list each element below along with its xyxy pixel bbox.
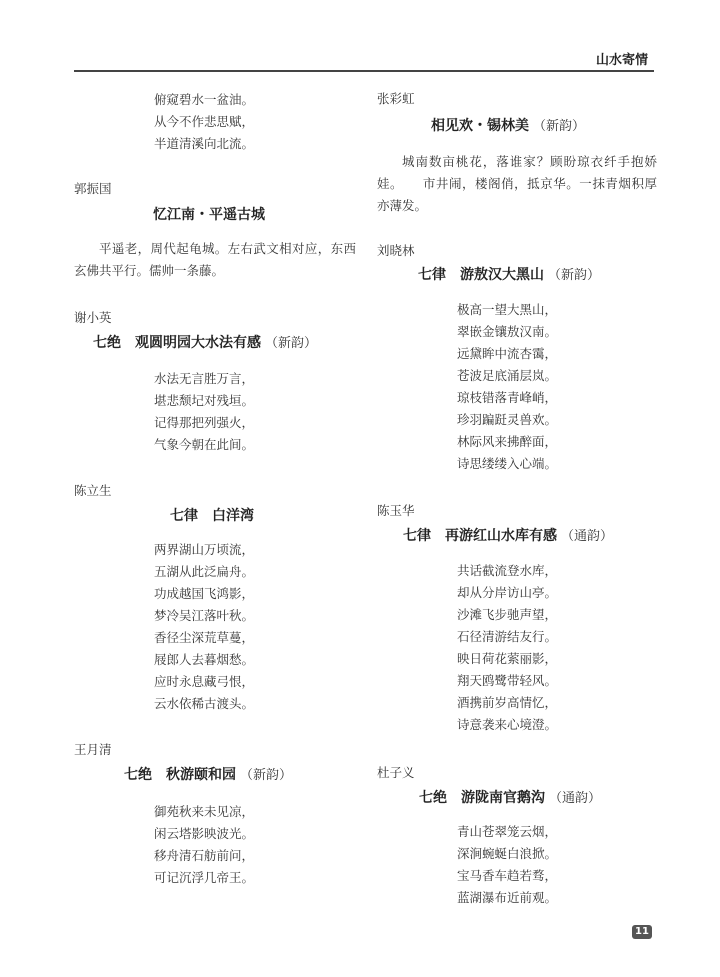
poem-line: 两界湖山万顷流， (154, 542, 255, 557)
poem-title (431, 116, 585, 137)
poem-title (418, 265, 600, 286)
poem-title (170, 506, 254, 526)
poem-rhyme: （新韵） (548, 268, 601, 283)
section-title: 山水寄情 (596, 53, 649, 68)
poem-author: 陈立生 (74, 483, 112, 498)
poem-author: 杜子义 (377, 765, 415, 780)
poem-du-ziyi (377, 764, 659, 905)
poem-author: 刘晓林 (377, 243, 415, 258)
poem-author: 陈玉华 (377, 503, 415, 518)
poem-line: 诗意袭来心境澄。 (457, 717, 558, 732)
poem-prose: 平遥老，周代起龟城。左右武文相对应，东西玄佛共平行。儒帅一条藤。 (74, 241, 356, 278)
poem-line: 应时永息藏弓恨， (154, 674, 255, 689)
poem-lines (154, 801, 254, 889)
poem-line: 梦冷吴江落叶秋。 (154, 608, 255, 623)
poem-title-text: 七绝 观圆明园大水法有感 (93, 335, 261, 351)
poem-line: 深涧蜿蜒白浪掀。 (457, 846, 558, 861)
poem-line: 水法无言胜万言， (154, 371, 255, 386)
poem-rhyme: （通韵） (561, 529, 614, 544)
poem-line: 青山苍翠笼云烟， (457, 824, 558, 839)
poem-title-text: 七律 游敖汉大黑山 (418, 267, 544, 283)
poem-zhang-caihong (377, 90, 659, 213)
poem-line: 诗思缕缕入心端。 (457, 456, 558, 471)
poem-line: 香径尘深荒草蔓， (154, 630, 255, 645)
poem-title (93, 333, 317, 354)
poem-line: 蓝湖瀑布近前观。 (457, 890, 558, 905)
poem-rhyme: （通韵） (549, 791, 602, 806)
poem-title-text: 七律 白洋湾 (170, 508, 254, 524)
poem-rhyme: （新韵） (265, 336, 318, 351)
poem-line: 俯窥碧水一盆油。 (154, 92, 255, 107)
poem-rhyme: （新韵） (240, 768, 293, 783)
poem-chen-yuhua (377, 502, 659, 732)
poem-title (419, 788, 601, 809)
poem-line: 闲云塔影映波光。 (154, 826, 255, 841)
poem-line: 气象今朝在此间。 (154, 437, 255, 452)
poem-line: 石径清游结友行。 (457, 629, 558, 644)
poem-line: 珍羽蹁跹灵兽欢。 (457, 412, 558, 427)
poem-line: 琼枝错落青峰峭， (457, 390, 558, 405)
poem-chen-lisheng (74, 482, 358, 711)
poem-line: 苍波足底涌层岚。 (457, 368, 558, 383)
poem-line: 记得那把列强火， (154, 415, 255, 430)
poem-liu-xiaolin (377, 242, 659, 471)
poem-title-text: 忆江南・平遥古城 (153, 207, 265, 223)
poem-lines (457, 821, 557, 909)
poem-author: 谢小英 (74, 310, 112, 325)
poem-line: 功成越国飞鸿影， (154, 586, 255, 601)
poem-xie-xiaoying (74, 309, 358, 452)
poem-line: 翠嵌金镶敖汉南。 (457, 324, 558, 339)
poem-author: 王月清 (74, 742, 112, 757)
poem-lines (457, 560, 557, 736)
poem-line: 云水依稀古渡头。 (154, 696, 255, 711)
poem-line: 从今不作悲思赋， (154, 114, 255, 129)
poem-line: 远黛眸中流杏霭， (457, 346, 558, 361)
poem-rhyme: （新韵） (533, 119, 586, 134)
poem-title (124, 765, 292, 786)
poem-title (403, 526, 613, 547)
poem-line: 半道清溪向北流。 (154, 136, 255, 151)
continuation-lines (154, 89, 254, 155)
poem-line: 御苑秋来未见凉， (154, 804, 255, 819)
poem-prose: 城南数亩桃花，落谁家？顾盼琼衣纤手抱娇娃。 市井闹，楼阁俏，抵京华。一抹青烟积厚亦薄发。 (377, 154, 657, 213)
poem-author: 郭振国 (74, 181, 112, 196)
poem-line: 沙滩飞步驰声望， (457, 607, 558, 622)
header-divider (74, 70, 654, 72)
poem-guo-zhenguo (74, 180, 358, 278)
page-number-badge: 11 (632, 925, 652, 939)
poem-line: 移舟清石舫前问， (154, 848, 255, 863)
poem-line: 屐郎人去暮烟愁。 (154, 652, 255, 667)
poem-author: 张彩虹 (377, 91, 415, 106)
poem-line: 极高一望大黑山， (457, 302, 558, 317)
poem-lines (457, 299, 557, 475)
poem-title-text: 相见欢・锡林美 (431, 118, 529, 134)
poem-line: 映日荷花萦丽影， (457, 651, 558, 666)
poem-line: 共话截流登水库， (457, 563, 558, 578)
poem-lines (154, 368, 254, 456)
poem-line: 五湖从此泛扁舟。 (154, 564, 255, 579)
poem-title (153, 205, 265, 225)
poem-line: 翔天鸥鹭带轻风。 (457, 673, 558, 688)
poem-title-text: 七律 再游红山水库有感 (403, 528, 557, 544)
poem-line: 宝马香车趋若骛， (457, 868, 558, 883)
poem-line: 酒携前岁高情忆， (457, 695, 558, 710)
poem-line: 可记沉浮几帝王。 (154, 870, 255, 885)
poem-line: 林际风来拂醉面， (457, 434, 558, 449)
poem-wang-yueqing (74, 741, 358, 885)
poem-title-text: 七绝 秋游颐和园 (124, 767, 236, 783)
poem-line: 堪悲颓圮对残垣。 (154, 393, 255, 408)
poem-line: 却从分岸访山亭。 (457, 585, 558, 600)
poem-lines (154, 539, 254, 715)
poem-title-text: 七绝 游陇南官鹅沟 (419, 790, 545, 806)
